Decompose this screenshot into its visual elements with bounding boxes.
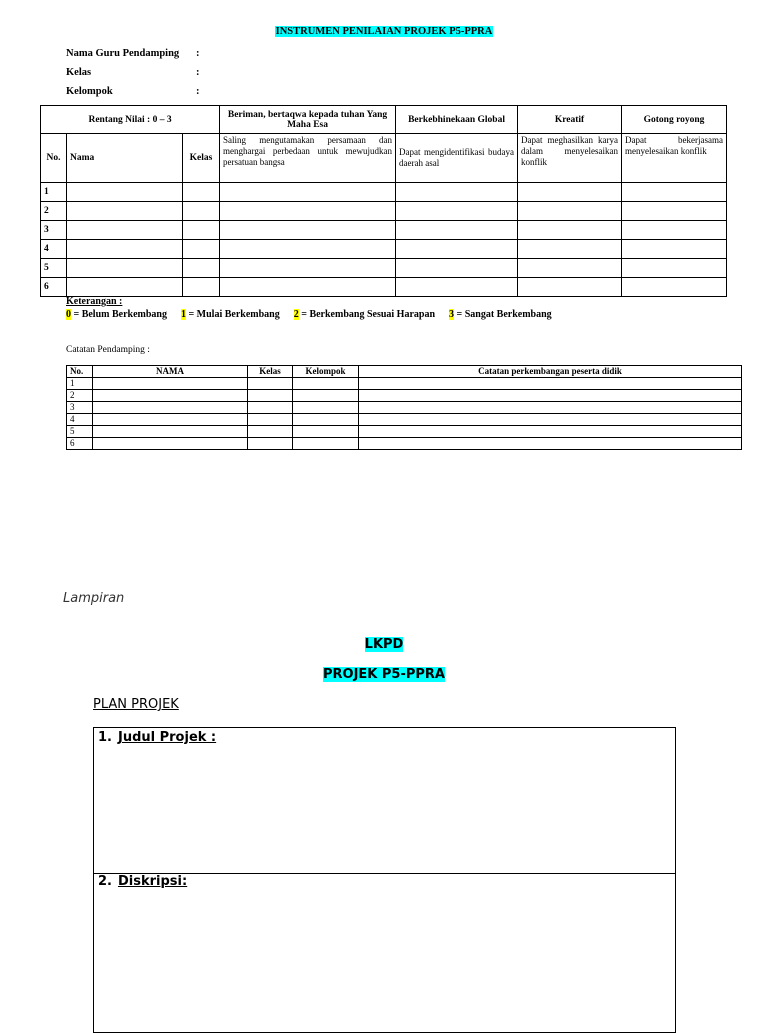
cell[interactable] [67, 183, 183, 202]
keterangan-label: Keterangan : [66, 296, 123, 307]
cell[interactable] [359, 402, 742, 414]
judul-projek-box[interactable] [93, 727, 676, 874]
cell[interactable] [293, 378, 359, 390]
table-row [41, 183, 727, 202]
assessment-header-row [41, 106, 727, 134]
cell[interactable] [622, 240, 727, 259]
cell[interactable] [396, 221, 518, 240]
row-number: 4 [41, 240, 67, 259]
meta-label-kelas: Kelas [66, 67, 92, 78]
score-legend [66, 309, 552, 320]
cell[interactable] [220, 240, 396, 259]
catatan-kelompok-header: Kelompok [293, 366, 359, 378]
cell[interactable] [183, 259, 220, 278]
range-label: Rentang Nilai : 0 – 3 [41, 106, 220, 134]
catatan-table [66, 365, 742, 450]
table-row [67, 426, 742, 438]
cell[interactable] [518, 221, 622, 240]
cell[interactable] [359, 438, 742, 450]
table-row [67, 402, 742, 414]
cell[interactable] [396, 202, 518, 221]
table-row [41, 259, 727, 278]
row-number: 1 [41, 183, 67, 202]
row-number: 6 [67, 438, 93, 450]
page-break-mask [0, 457, 768, 477]
cell[interactable] [248, 402, 293, 414]
cell[interactable] [396, 259, 518, 278]
dimension-header: Berkebhinekaan Global [396, 106, 518, 134]
row-number: 3 [41, 221, 67, 240]
legend-num: 2 [293, 309, 299, 320]
assessment-subheader-row [41, 134, 727, 183]
dimension-header: Gotong royong [622, 106, 727, 134]
cell[interactable] [67, 202, 183, 221]
row-number: 6 [41, 278, 67, 297]
cell[interactable] [622, 278, 727, 297]
cell[interactable] [67, 259, 183, 278]
cell[interactable] [183, 240, 220, 259]
cell[interactable] [67, 278, 183, 297]
legend-text: = Belum Berkembang [71, 309, 167, 320]
cell[interactable] [622, 259, 727, 278]
cell[interactable] [622, 202, 727, 221]
cell[interactable] [359, 426, 742, 438]
table-row [41, 202, 727, 221]
meta-label-guru: Nama Guru Pendamping [66, 48, 180, 59]
row-number: 5 [67, 426, 93, 438]
cell[interactable] [220, 278, 396, 297]
col-nama-header: Nama [67, 134, 183, 183]
cell[interactable] [248, 438, 293, 450]
lampiran-heading: Lampiran [63, 591, 125, 606]
row-number: 2 [67, 390, 93, 402]
cell[interactable] [248, 378, 293, 390]
cell[interactable] [248, 390, 293, 402]
cell[interactable] [183, 278, 220, 297]
row-number: 3 [67, 402, 93, 414]
cell[interactable] [518, 278, 622, 297]
cell[interactable] [293, 402, 359, 414]
table-row [41, 278, 727, 297]
meta-label-kelompok: Kelompok [66, 86, 113, 97]
cell[interactable] [220, 259, 396, 278]
row-number: 1 [67, 378, 93, 390]
dimension-desc: Dapat mengidentifikasi budaya daerah asal [396, 134, 518, 183]
table-row [67, 438, 742, 450]
cell[interactable] [396, 278, 518, 297]
row-number: 5 [41, 259, 67, 278]
catatan-header-row [67, 366, 742, 378]
catatan-nama-header: NAMA [93, 366, 248, 378]
cell[interactable] [183, 183, 220, 202]
table-row [67, 414, 742, 426]
dimension-desc: Dapat meghasilkan karya dalam menyelesaikan konflik [518, 134, 622, 183]
col-no-header: No. [41, 134, 67, 183]
diskripsi-heading: 2. Diskripsi: [98, 874, 188, 889]
cell[interactable] [293, 390, 359, 402]
meta-colon-kelompok: : [196, 86, 200, 97]
col-kelas-header: Kelas [183, 134, 220, 183]
cell[interactable] [396, 240, 518, 259]
legend-num: 0 [66, 309, 71, 320]
cell[interactable] [359, 414, 742, 426]
cell[interactable] [93, 378, 248, 390]
cell[interactable] [183, 202, 220, 221]
cell[interactable] [293, 438, 359, 450]
cell[interactable] [518, 259, 622, 278]
row-number: 2 [41, 202, 67, 221]
diskripsi-box[interactable] [93, 872, 676, 1033]
cell[interactable] [93, 414, 248, 426]
cell[interactable] [293, 426, 359, 438]
legend-num: 3 [449, 309, 455, 320]
catatan-label: Catatan Pendamping : [66, 345, 150, 355]
legend-text: = Mulai Berkembang [185, 309, 280, 320]
meta-colon-guru: : [196, 48, 200, 59]
cell[interactable] [67, 240, 183, 259]
cell[interactable] [293, 414, 359, 426]
table-row [67, 390, 742, 402]
dimension-header: Beriman, bertaqwa kepada tuhan Yang Maha Esa [220, 106, 396, 134]
cell[interactable] [518, 240, 622, 259]
catatan-no-header: No. [67, 366, 93, 378]
cell[interactable] [359, 378, 742, 390]
plan-projek-heading: PLAN PROJEK [93, 697, 179, 712]
lkpd-title: LKPD [364, 637, 404, 652]
row-number: 4 [67, 414, 93, 426]
legend-num: 1 [180, 309, 186, 320]
assessment-table [40, 105, 727, 297]
catatan-kelas-header: Kelas [248, 366, 293, 378]
meta-colon-kelas: : [196, 67, 200, 78]
cell[interactable] [93, 438, 248, 450]
dimension-header: Kreatif [518, 106, 622, 134]
cell[interactable] [93, 402, 248, 414]
table-row [41, 221, 727, 240]
document-title: INSTRUMEN PENILAIAN PROJEK P5-PPRA [275, 26, 493, 37]
legend-text: = Berkembang Sesuai Harapan [298, 309, 436, 320]
cell[interactable] [248, 414, 293, 426]
dimension-desc: Saling mengutamakan persamaan dan menghargai perbedaan untuk mewujudkan persatuan bangsa [220, 134, 396, 183]
table-row [41, 240, 727, 259]
cell[interactable] [183, 221, 220, 240]
catatan-perkembangan-header: Catatan perkembangan peserta didik [359, 366, 742, 378]
cell[interactable] [396, 183, 518, 202]
cell[interactable] [220, 183, 396, 202]
cell[interactable] [622, 183, 727, 202]
cell[interactable] [220, 221, 396, 240]
cell[interactable] [518, 202, 622, 221]
legend-text: = Sangat Berkembang [454, 309, 552, 320]
cell[interactable] [248, 426, 293, 438]
cell[interactable] [220, 202, 396, 221]
cell[interactable] [359, 390, 742, 402]
judul-projek-heading: 1. Judul Projek : [98, 730, 217, 745]
table-row [67, 378, 742, 390]
cell[interactable] [622, 221, 727, 240]
projek-title: PROJEK P5-PPRA [322, 667, 445, 682]
cell[interactable] [93, 390, 248, 402]
cell[interactable] [67, 221, 183, 240]
cell[interactable] [93, 426, 248, 438]
cell[interactable] [518, 183, 622, 202]
dimension-desc: Dapat bekerjasama menyelesaikan konflik [622, 134, 727, 183]
